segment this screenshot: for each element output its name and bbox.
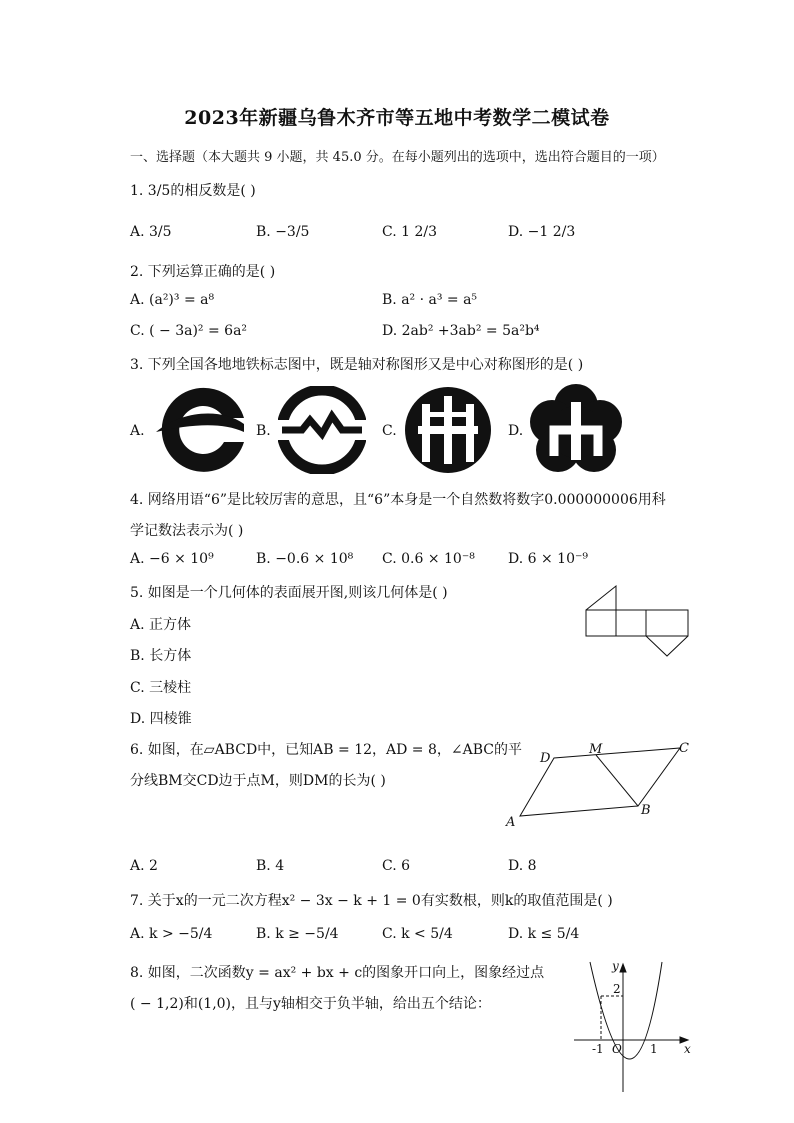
q8-label-origin: O <box>612 1042 622 1056</box>
q6-label-b: B <box>641 803 651 818</box>
q5-option-a[interactable]: A. 正方体 <box>130 617 192 633</box>
q7-option-c[interactable]: C. k < 5/4 <box>382 926 453 942</box>
q7-option-b[interactable]: B. k ≥ −5/4 <box>256 926 339 942</box>
q2-option-d[interactable]: D. 2ab² +3ab² = 5a²b⁴ <box>382 323 540 339</box>
q8-label-1: 1 <box>650 1042 658 1056</box>
q1-option-c[interactable]: C. 1 2/3 <box>382 224 438 240</box>
question-6-stem-line1: 6. 如图，在▱ABCD中，已知AB = 12，AD = 8，∠ABC的平 <box>130 742 522 758</box>
q6-option-a[interactable]: A. 2 <box>130 858 158 874</box>
q8-label-x: x <box>684 1042 691 1056</box>
question-4-stem-line2: 学记数法表示为( ) <box>130 523 244 539</box>
q8-label-2: 2 <box>613 982 621 996</box>
q4-option-b[interactable]: B. −0.6 × 10⁸ <box>256 551 354 567</box>
q3-option-a[interactable]: A. <box>130 423 145 439</box>
q6-label-m: M <box>589 742 603 757</box>
q6-parallelogram-diagram <box>500 736 700 832</box>
q8-label-neg1: -1 <box>592 1042 604 1056</box>
question-8-stem-line1: 8. 如图，二次函数y = ax² + bx + c的图象开口向上，图象经过点 <box>130 965 545 981</box>
question-5-stem: 5. 如图是一个几何体的表面展开图,则该几何体是( ) <box>130 585 448 601</box>
section-heading: 一、选择题（本大题共 9 小题，共 45.0 分。在每小题列出的选项中，选出符合题目的一项） <box>130 150 665 165</box>
q5-option-c[interactable]: C. 三棱柱 <box>130 680 192 696</box>
q6-option-d[interactable]: D. 8 <box>508 858 537 874</box>
page-title: 2023年新疆乌鲁木齐市等五地中考数学二模试卷 <box>184 107 610 129</box>
q6-label-c: C <box>679 741 689 756</box>
q4-option-a[interactable]: A. −6 × 10⁹ <box>130 551 214 567</box>
question-2-stem: 2. 下列运算正确的是( ) <box>130 264 276 280</box>
q2-option-c[interactable]: C. ( − 3a)² = 6a² <box>130 323 248 339</box>
q6-option-c[interactable]: C. 6 <box>382 858 411 874</box>
q5-option-b[interactable]: B. 长方体 <box>130 648 192 664</box>
q6-label-d: D <box>540 751 551 766</box>
q7-option-d[interactable]: D. k ≤ 5/4 <box>508 926 580 942</box>
q3-option-d[interactable]: D. <box>508 423 524 439</box>
subway-logo-a-icon <box>152 386 248 474</box>
q6-option-b[interactable]: B. 4 <box>256 858 285 874</box>
q8-parabola-graph <box>570 956 700 1094</box>
q5-net-diagram <box>582 584 692 658</box>
q2-option-b[interactable]: B. a² · a³ = a⁵ <box>382 292 478 308</box>
question-1-stem: 1. 3/5的相反数是( ) <box>130 183 256 199</box>
q1-option-a[interactable]: A. 3/5 <box>130 224 172 240</box>
q5-option-d[interactable]: D. 四棱锥 <box>130 711 192 727</box>
q7-option-a[interactable]: A. k > −5/4 <box>130 926 213 942</box>
q1-option-b[interactable]: B. −3/5 <box>256 224 310 240</box>
question-7-stem: 7. 关于x的一元二次方程x² − 3x − k + 1 = 0有实数根，则k的取值范围是( ) <box>130 893 613 909</box>
q8-label-y: y <box>612 959 619 973</box>
question-3-stem: 3. 下列全国各地地铁标志图中，既是轴对称图形又是中心对称图形的是( ) <box>130 357 584 373</box>
q4-option-d[interactable]: D. 6 × 10⁻⁹ <box>508 551 588 567</box>
subway-logo-b-icon <box>278 386 366 474</box>
question-8-stem-line2: ( − 1,2)和(1,0)，且与y轴相交于负半轴，给出五个结论： <box>130 996 491 1012</box>
subway-logo-d-icon <box>530 384 622 476</box>
q2-option-a[interactable]: A. (a²)³ = a⁸ <box>130 292 215 308</box>
question-4-stem-line1: 4. 网络用语“6”是比较厉害的意思，且“6”本身是一个自然数将数字0.000000006用科 <box>130 492 666 508</box>
subway-logo-c-icon <box>404 386 492 474</box>
q6-label-a: A <box>506 815 516 830</box>
question-6-stem-line2: 分线BM交CD边于点M，则DM的长为( ) <box>130 773 386 789</box>
q4-option-c[interactable]: C. 0.6 × 10⁻⁸ <box>382 551 475 567</box>
q1-option-d[interactable]: D. −1 2/3 <box>508 224 576 240</box>
q3-option-c[interactable]: C. <box>382 423 397 439</box>
q3-option-b[interactable]: B. <box>256 423 271 439</box>
